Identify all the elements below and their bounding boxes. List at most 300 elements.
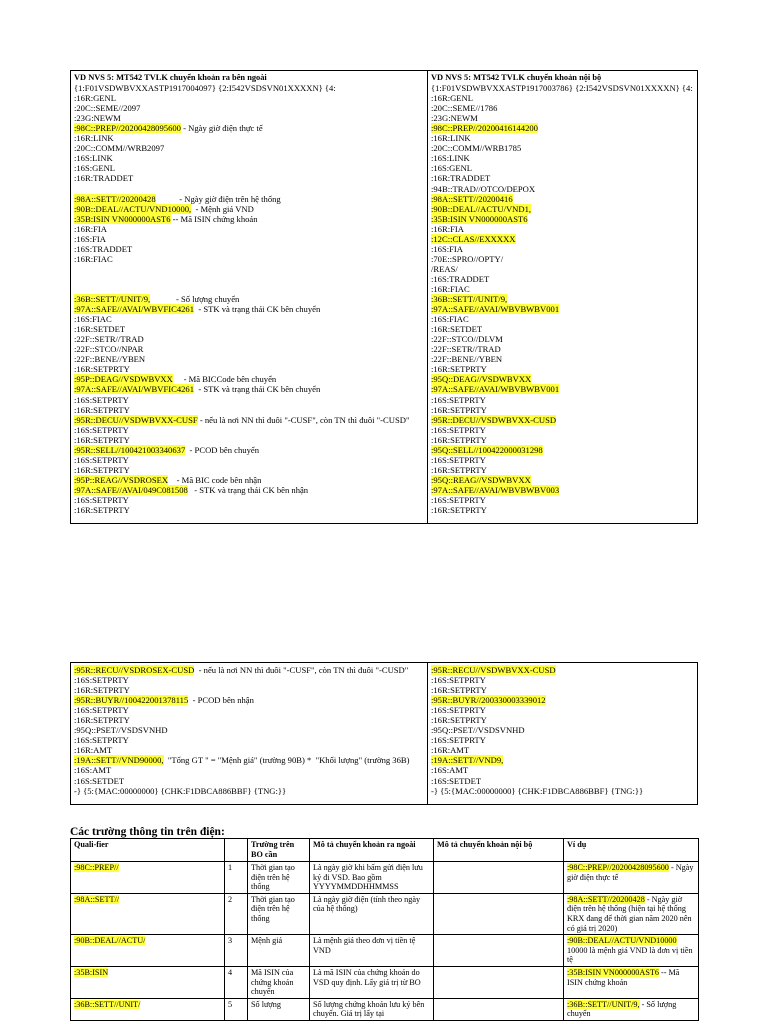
bo-field: Mã ISIN của chứng khoán chuyển [248,966,310,998]
highlighted-field: :97A::SAFE//AVAI/WBVFIC4261 [74,384,195,395]
field-code: -} {5:{MAC:00000000} {CHK:F1DBCA886BBF} {TNG:}} [431,785,644,796]
field-code: :22F::SETR//TRAD [74,334,144,345]
message-line [74,123,424,133]
example-cell [564,935,699,967]
message-line [74,264,424,274]
message-line [431,685,695,695]
message-line [431,725,695,735]
message-line [74,685,424,695]
message-line [431,194,695,204]
highlighted-field: :95R::RECU//VSDWBVXX-CUSD [431,665,556,675]
example-text: -- Mã ISIN chứng khoán [567,967,680,987]
message-line [74,133,424,143]
field-code: :16S:AMT [431,765,469,776]
field-code: {1:F01VSDWBVXXASTP1917003786} {2:I542VSDSVN01XXXXN} {4: [431,83,693,94]
example-cell [564,966,699,998]
field-code: :16R:SETPRTY [431,685,487,696]
message-line [431,264,695,274]
field-note: - STK và trạng thái CK bên chuyển [194,304,321,315]
qualifier-cell [71,893,225,934]
top-message-table [70,70,698,524]
field-code: :16S:SETPRTY [74,675,129,686]
message-line [431,435,695,445]
message-line [431,314,695,324]
field-note: -- Mã ISIN chứng khoán [170,213,258,224]
message-line [74,304,424,314]
bo-field: Mệnh giá [248,935,310,967]
message-line [431,745,695,755]
fields-table [70,838,699,1021]
message-line [431,405,695,415]
message-line [74,153,424,163]
example-cell [564,893,699,934]
message-line [431,354,695,364]
message-line [431,755,695,765]
message-line [74,445,424,455]
table-row [71,893,699,934]
field-code: :20C::COMM//WRB1785 [431,143,522,154]
field-code: :23G:NEWM [74,113,121,124]
field-code: :16R:SETPRTY [431,464,487,475]
fields-table-header [71,839,699,862]
qualifier-cell [71,966,225,998]
table-row [71,935,699,967]
field-code: :16S:SETPRTY [74,494,129,505]
message-line [74,705,424,715]
field-code: :16S:SETPRTY [431,454,486,465]
message-line [431,715,695,725]
message-line [431,415,695,425]
highlighted-field: :19A::SETT//VND90000, [74,755,164,766]
desc-external: Là mệnh giá theo đơn vị tiền tệ VND [310,935,434,967]
field-code: :16R:FIAC [74,253,113,264]
message-line [431,364,695,374]
message-line [74,143,424,153]
highlighted-field: :97A::SAFE//AVAI/WBVBWBV001 [431,384,560,395]
desc-external: Là mã ISIN của chứng khoán do VSD quy định. Lấy giá trị từ BO [310,966,434,998]
field-code: :16S:SETPRTY [74,454,129,465]
field-code: :22F::STCO//NPAR [74,344,144,355]
message-line [74,755,424,765]
header-number [225,839,248,862]
message-line [74,184,424,194]
field-code: :16S:SETPRTY [431,735,486,746]
message-line [431,163,695,173]
example-text: - Ngày giờ điện trên hệ thống (hiện tại hệ thống KRX đang để thời gian năm 2020 nên có giá trị 2020) [567,894,692,933]
row-number: 1 [225,862,248,894]
field-note: - PCOD bên nhận [188,695,254,706]
highlighted-field: :97A::SAFE//AVAI/049C081508 [74,484,188,495]
message-line [74,465,424,475]
message-line [74,675,424,685]
header-desc-external: Mô tả chuyển khoản ra ngoài [310,839,434,862]
message-line [74,83,424,93]
field-note: - STK và trạng thái CK bên nhận [187,484,309,495]
desc-internal [434,998,564,1020]
field-code: :16R:SETPRTY [74,404,130,415]
right-column-internal-transfer-cont [428,663,698,804]
message-line [74,234,424,244]
bottom-message-table [70,662,698,805]
highlighted-field: :98C::PREP//20200416144200 [431,123,538,134]
desc-internal [434,935,564,967]
field-code: :95Q::PSET//VSDSVNHD [431,725,525,736]
highlighted-field: :95P::REAG//VSDROSEX [74,474,169,485]
right-column-internal-transfer [428,71,698,523]
row-number: 4 [225,966,248,998]
qualifier-code: :90B::DEAL//ACTU/ [74,936,146,946]
message-line [74,173,424,183]
example-code: :36B::SETT//UNIT/9, [567,999,640,1009]
highlighted-field: :95Q::DEAG//VSDWBVXX [431,374,532,385]
message-line [431,675,695,685]
message-line [74,405,424,415]
message-line [74,475,424,485]
qualifier-cell [71,935,225,967]
field-code: :16R:SETPRTY [431,404,487,415]
field-note: "Tổng GT " = "Mệnh giá" (trường 90B) * "Khối lượng" (trường 36B) [163,755,410,766]
message-line [74,113,424,123]
left-column-external-transfer-cont [71,663,427,804]
field-note: - Số lượng chuyển [150,294,240,305]
bo-field: Thời gian tạo điện trên hệ thống [248,893,310,934]
example-cell [564,998,699,1020]
message-line [431,505,695,515]
example-cell [564,862,699,894]
message-line [74,194,424,204]
message-line [431,445,695,455]
message-line [74,274,424,284]
highlighted-field: :98A::SETT//20200428 [74,193,156,204]
message-line [431,334,695,344]
message-line [431,204,695,214]
example-code: :90B::DEAL//ACTU/VND10000 [567,936,677,946]
field-code: :16R:SETDET [431,324,483,335]
field-code: :16S:SETPRTY [74,735,129,746]
column-header: VD NVS 5: MT542 TVLK chuyển khoản nội bộ [431,73,602,82]
highlighted-field: :95R::SELL//100421003340637 [74,444,186,455]
desc-internal [434,893,564,934]
field-code: :16S:TRADDET [431,273,490,284]
message-line [74,725,424,735]
example-text: - Số lượng chuyển [567,999,677,1019]
message-line [74,244,424,254]
field-note: - PCOD bên chuyển [185,444,260,455]
message-line [74,354,424,364]
field-note: - Mệnh giá VND [191,203,254,214]
field-code: :16S:AMT [74,765,112,776]
field-code: :16R:SETPRTY [431,364,487,375]
message-line [74,505,424,515]
field-code: :16R:AMT [74,745,113,756]
left-column-external-transfer [71,71,427,523]
message-line [74,344,424,354]
table-row [71,862,699,894]
message-line [431,735,695,745]
highlighted-field: :95R::DECU//VSDWBVXX-CUSF [74,414,198,425]
message-line [74,314,424,324]
message-line [431,284,695,294]
message-line [431,374,695,384]
highlighted-field: :95R::BUYR//100422001378115 [74,695,189,706]
field-note: - Mã BIC code bên nhận [168,474,262,485]
section-title: Các trường thông tin trên điện: [70,826,225,838]
highlighted-field: :36B::SETT//UNIT/9, [431,294,508,305]
field-note: - nếu là nơi NN thì đuôi "-CUSF", còn TN thì đuôi "-CUSD" [194,665,409,675]
field-code: :16R:LINK [431,133,471,144]
field-code: :16S:SETPRTY [74,705,129,716]
highlighted-field: :97A::SAFE//AVAI/WBVBWBV003 [431,484,560,495]
bo-field: Thời gian tạo điện trên hệ thống [248,862,310,894]
message-line [74,745,424,755]
message-line [431,695,695,705]
field-code: :16R:SETPRTY [431,434,487,445]
highlighted-field: :97A::SAFE//AVAI/WBVFIC4261 [74,304,195,315]
field-code: :22F::BENE//YBEN [431,354,503,365]
highlighted-field: :98C::PREP//20200428095600 [74,123,181,134]
field-code: :16S:SETPRTY [431,424,486,435]
qualifier-code: :98A::SETT// [74,894,120,904]
field-note: - Mã BICCode bên chuyển [172,374,277,385]
message-line [431,113,695,123]
highlighted-field: :95Q::SELL//100422000031298 [431,444,543,455]
message-line [74,103,424,113]
qualifier-code: :35B:ISIN [74,967,109,977]
message-line [74,384,424,394]
field-code: :16R:SETDET [74,324,126,335]
header-example: Ví dụ [564,839,699,862]
field-code: :16R:FIAC [431,283,470,294]
message-line [431,455,695,465]
highlighted-field: :90B::DEAL//ACTU/VND1, [431,203,532,214]
desc-external: Là ngày giờ khi bấm gửi điện lưu ký đi VSD. Bao gồm YYYYMMDDHHMMSS [310,862,434,894]
field-code: :16S:FIAC [431,314,469,325]
message-line [431,294,695,304]
field-code: :16R:SETPRTY [74,364,130,375]
message-line [74,786,424,796]
message-line [74,334,424,344]
example-text: - Ngày giờ điện thực tế [567,863,694,882]
field-code: :16R:SETPRTY [74,464,130,475]
field-code: :16R:TRADDET [74,173,134,184]
message-line [431,244,695,254]
field-code: :16S:GENL [431,163,473,174]
row-number: 3 [225,935,248,967]
field-code: -} {5:{MAC:00000000} {CHK:F1DBCA886BBF} {TNG:}} [74,785,287,796]
message-line [74,455,424,465]
field-code: :16R:SETPRTY [431,715,487,726]
field-code: :16S:SETPRTY [431,675,486,686]
header-qualifier: Quali-fier [71,839,225,862]
message-line [431,153,695,163]
field-code: :16S:TRADDET [74,243,133,254]
highlighted-field: :35B:ISIN VN000000AST6 [431,213,528,224]
row-number: 5 [225,998,248,1020]
message-line [74,254,424,264]
field-code: :94B::TRAD//OTCO/DEPOX [431,183,536,194]
column-header: VD NVS 5: MT542 TVLK chuyển khoản ra bên ngoài [74,73,267,82]
example-code: :98C::PREP//20200428095600 [567,863,669,872]
field-code: :16S:LINK [431,153,470,164]
field-code: :16R:SETPRTY [74,685,130,696]
header-desc-internal: Mô tả chuyển khoản nội bộ [434,839,564,862]
example-code: :35B:ISIN VN000000AST6 [567,967,659,977]
bo-field: Số lượng [248,998,310,1020]
message-line [74,294,424,304]
message-line [431,384,695,394]
message-line [431,304,695,314]
message-line [431,475,695,485]
highlighted-field: :95R::DECU//VSDWBVXX-CUSD [431,414,557,425]
field-code: :16S:SETDET [74,775,125,786]
message-line [74,776,424,786]
field-code: :16S:FIA [74,233,106,244]
message-line [74,435,424,445]
highlighted-field: :97A::SAFE//AVAI/WBVBWBV001 [431,304,560,315]
message-line [431,705,695,715]
message-line [431,143,695,153]
field-code: :16S:LINK [74,153,113,164]
field-note: - nếu là nơi NN thì đuôi "-CUSF", còn TN thì đuôi "-CUSD" [197,414,410,425]
highlighted-field: :12C::CLAS//EXXXXX [431,233,516,244]
message-line [74,284,424,294]
message-line [74,364,424,374]
field-code: :16S:SETPRTY [74,394,129,405]
highlighted-field: :95Q::REAG//VSDWBVXX [431,474,531,485]
message-line [431,123,695,133]
message-line [74,324,424,334]
field-code: :16S:FIAC [74,314,112,325]
field-code: :23G:NEWM [431,113,478,124]
row-number: 2 [225,893,248,934]
message-line [431,665,695,675]
field-code: :16R:FIA [431,223,464,234]
highlighted-field: :95R::BUYR//200330003339012 [431,695,546,706]
desc-external: Số lượng chứng khoán lưu ký bên chuyển. Giá trị lấy tại [310,998,434,1020]
message-line [431,274,695,284]
field-code: :22F::STCO//DLVM [431,334,503,345]
field-code: :20C::COMM//WRB2097 [74,143,165,154]
message-line [74,765,424,775]
field-code: :20C::SEME//2097 [74,103,141,114]
field-code: :20C::SEME//1786 [431,103,498,114]
field-note: - STK và trạng thái CK bên chuyển [194,384,321,395]
field-note: - Ngày giờ điện thực tế [180,123,263,134]
message-line [431,93,695,103]
field-code: :16S:SETDET [431,775,482,786]
message-line [74,224,424,234]
message-line [74,204,424,214]
field-code: :16S:FIA [431,243,463,254]
message-line [431,786,695,796]
qualifier-code: :36B::SETT//UNIT/ [74,999,141,1009]
field-code: :16R:GENL [74,93,117,104]
field-code: :22F::BENE//YBEN [74,354,146,365]
highlighted-field: :36B::SETT//UNIT/9, [74,294,151,305]
message-line [431,344,695,354]
message-line [74,163,424,173]
message-line [431,324,695,334]
qualifier-cell [71,862,225,894]
message-line [74,665,424,675]
example-code: :98A::SETT//20200428 [567,894,645,904]
field-code: :16R:FIA [74,223,107,234]
message-line [74,735,424,745]
desc-internal [434,862,564,894]
highlighted-field: :90B::DEAL//ACTU/VND10000, [74,203,192,214]
message-line [431,254,695,264]
highlighted-field: :98A::SETT//20200416 [431,193,513,204]
message-line [74,415,424,425]
field-code: :16S:SETPRTY [431,394,486,405]
message-line [431,425,695,435]
field-code: :16R:LINK [74,133,114,144]
header-bo-field: Trường trên BO cần [248,839,310,862]
highlighted-field: :35B:ISIN VN000000AST6 [74,213,171,224]
message-line [431,83,695,93]
field-code: :16R:AMT [431,745,470,756]
message-line [74,93,424,103]
desc-external: Là ngày giờ điện (tính theo ngày của hệ thống) [310,893,434,934]
message-line [431,133,695,143]
message-line [74,715,424,725]
field-code: {1:F01VSDWBVXXASTP1917004097} {2:I542VSDSVN01XXXXN} {4: [74,83,336,94]
message-line [431,395,695,405]
message-line [431,103,695,113]
highlighted-field: :95R::RECU//VSDROSEX-CUSD [74,665,195,675]
field-code: :70E::SPRO//OPTY/ [431,253,504,264]
field-note: - Ngày giờ điện trên hệ thống [155,193,281,204]
message-line [74,374,424,384]
field-code: :16S:SETPRTY [74,424,129,435]
highlighted-field: :19A::SETT//VND9, [431,755,504,766]
field-code: :16S:SETPRTY [431,705,486,716]
field-code: :16R:SETPRTY [74,505,130,516]
field-code: :16R:TRADDET [431,173,491,184]
field-code: :16R:SETPRTY [74,715,130,726]
message-line [431,495,695,505]
field-code: :22F::SETR//TRAD [431,344,501,355]
message-line [74,425,424,435]
message-line [431,485,695,495]
field-code: /REAS/ [431,263,458,274]
field-code: :16S:GENL [74,163,116,174]
qualifier-cell [71,998,225,1020]
message-line [74,495,424,505]
message-line [431,214,695,224]
field-code: :16R:GENL [431,93,474,104]
field-code: :16R:SETPRTY [74,434,130,445]
message-line [431,765,695,775]
message-line [74,214,424,224]
example-text: 10000 là mệnh giá VND là đơn vị tiền tệ [567,945,693,965]
field-code: :95Q::PSET//VSDSVNHD [74,725,168,736]
qualifier-code: :98C::PREP// [74,863,119,872]
message-line [74,395,424,405]
message-line [431,184,695,194]
message-line [431,776,695,786]
message-line [431,465,695,475]
message-line [431,224,695,234]
table-row [71,998,699,1020]
desc-internal [434,966,564,998]
highlighted-field: :95P::DEAG//VSDWBVXX [74,374,173,385]
message-line [431,234,695,244]
message-line [74,695,424,705]
field-code: :16S:SETPRTY [431,494,486,505]
message-line [431,173,695,183]
table-row [71,966,699,998]
